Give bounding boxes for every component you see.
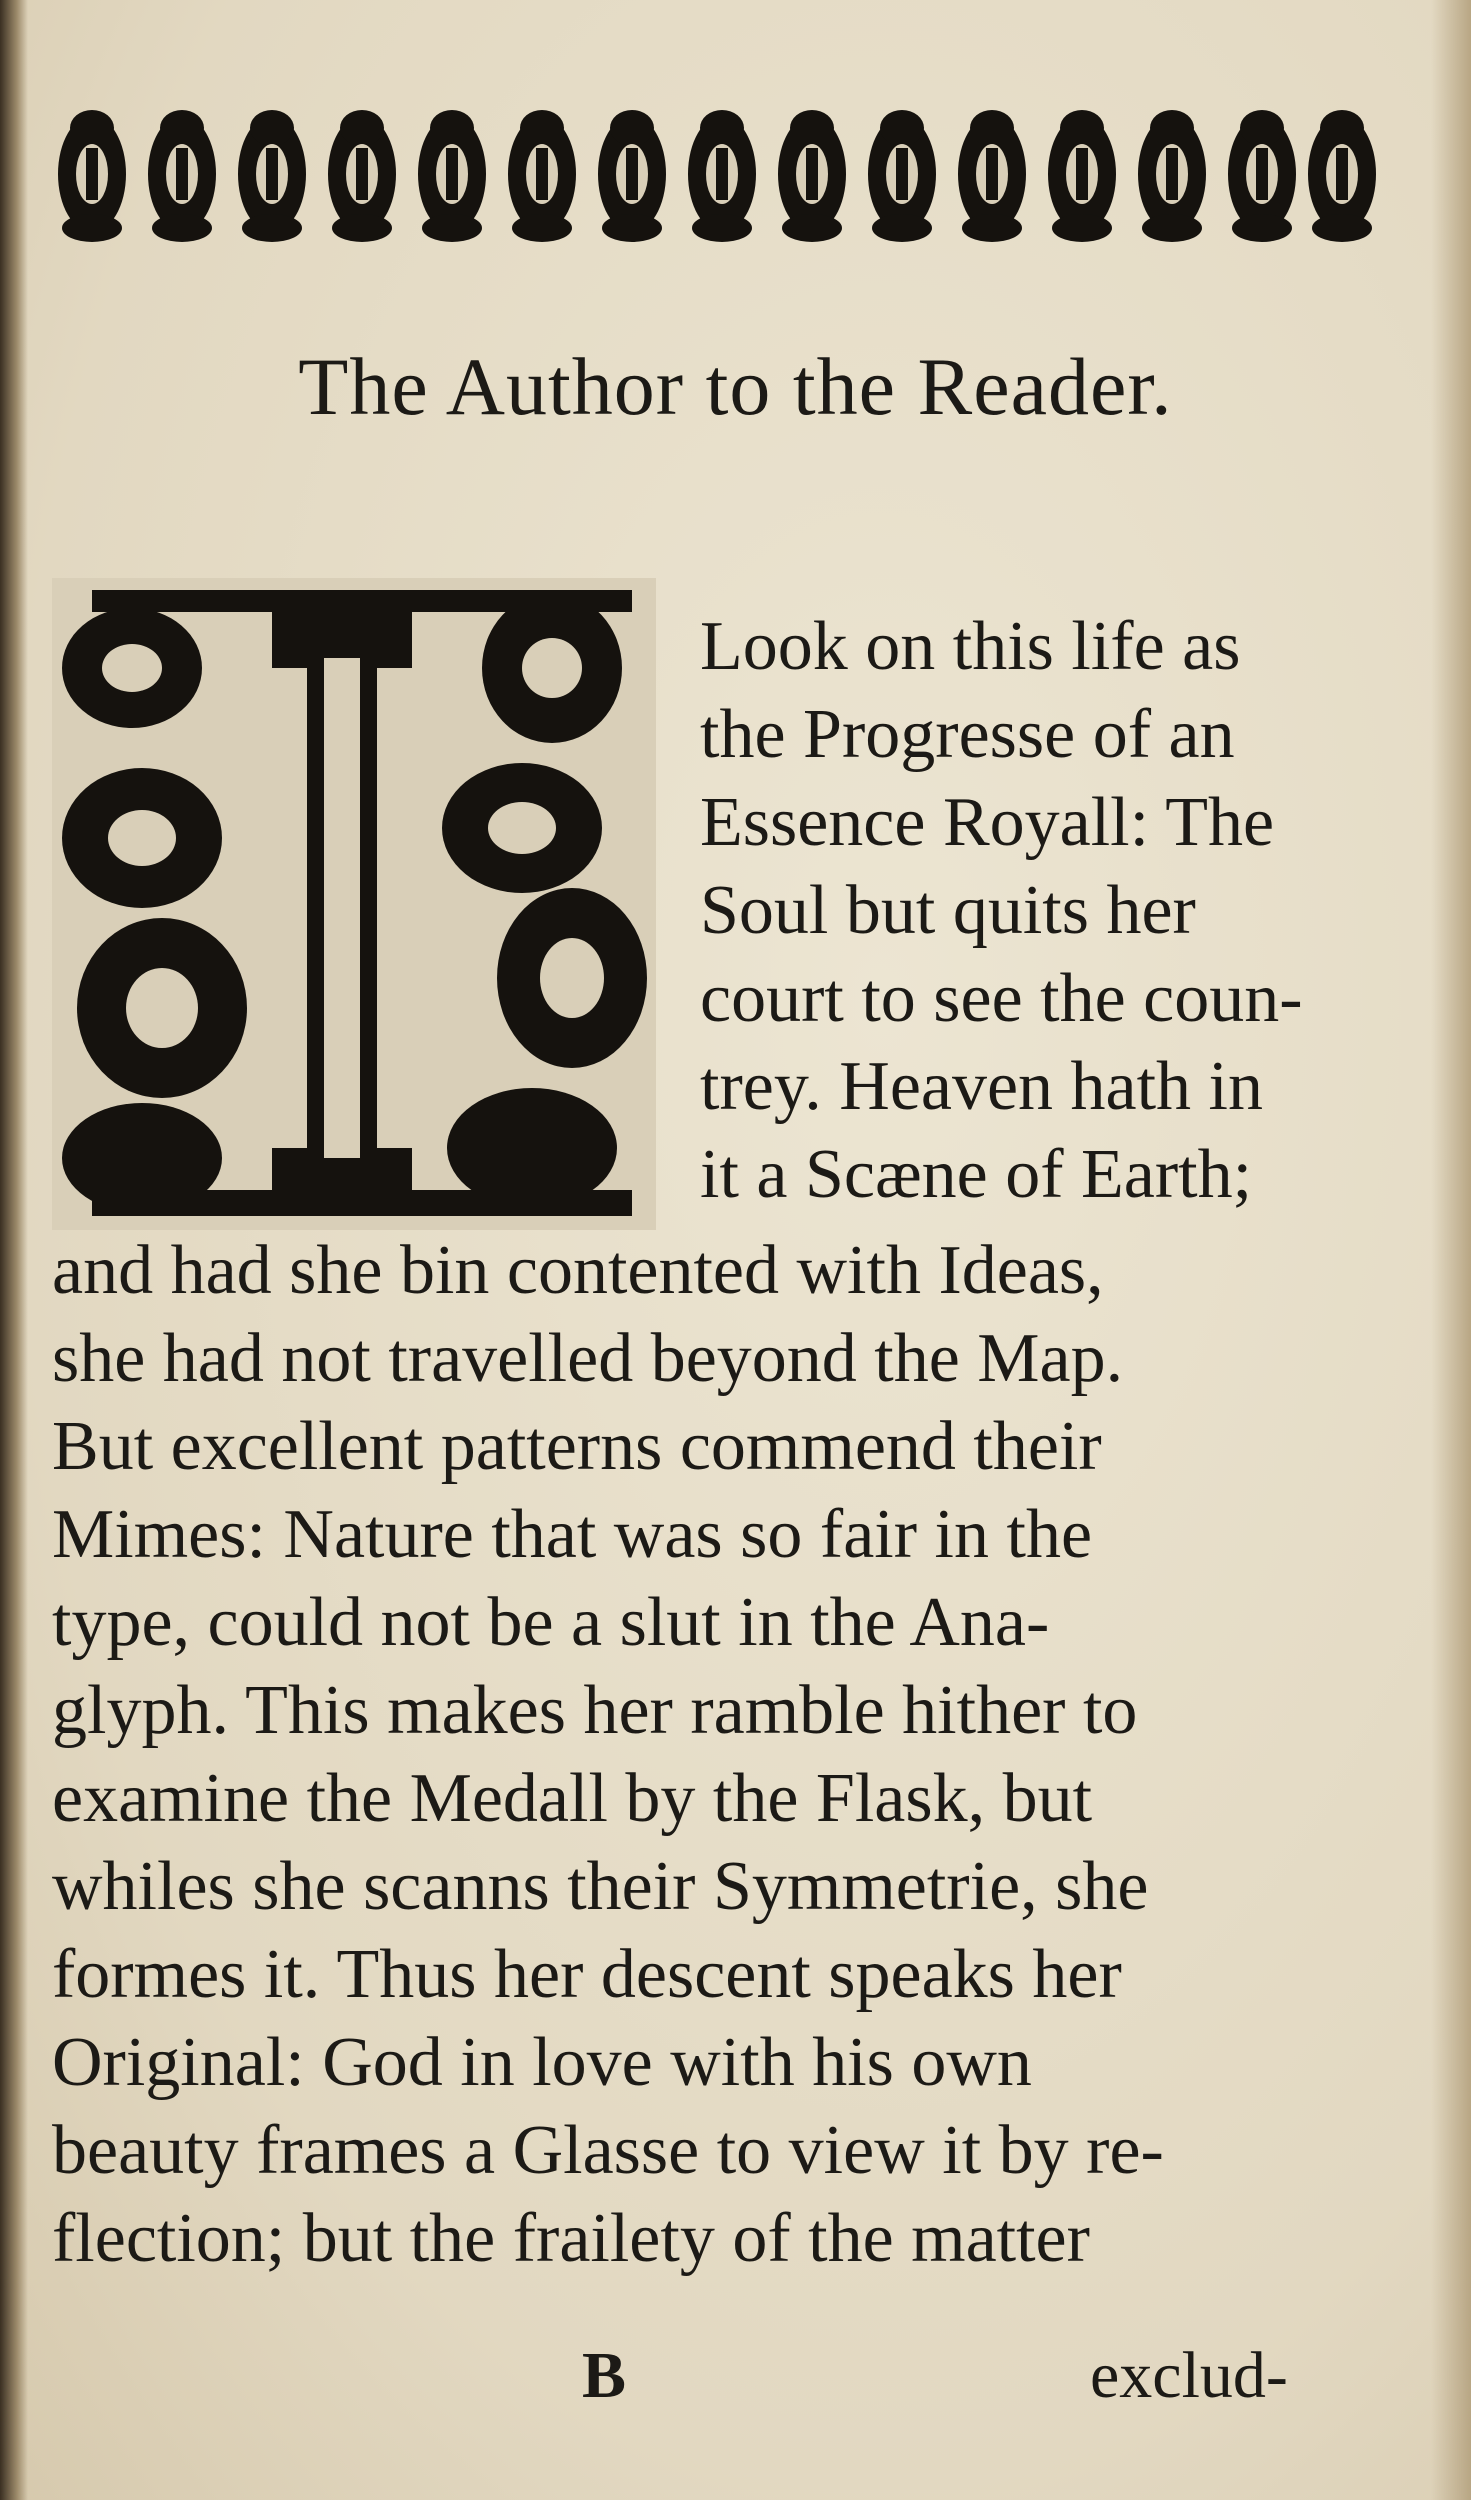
- text-line-9: she had not travelled beyond the Map.: [52, 1320, 1124, 1397]
- catchword: exclud-: [1090, 2339, 1288, 2412]
- text-line-10: But excellent patterns commend their: [52, 1408, 1102, 1485]
- text-line-7: it a Scæne of Earth;: [700, 1136, 1253, 1213]
- drop-cap-I-ornament: [52, 578, 656, 1230]
- text-line-8: and had she bin contented with Ideas,: [52, 1232, 1104, 1309]
- text-line-12: type, could not be a slut in the Ana-: [52, 1584, 1050, 1661]
- text-line-15: whiles she scanns their Symmetrie, she: [52, 1848, 1149, 1925]
- text-line-14: examine the Medall by the Flask, but: [52, 1760, 1093, 1837]
- fleuron-border-ornament: [52, 88, 1382, 260]
- page-heading: The Author to the Reader.: [298, 341, 1173, 432]
- text-line-17: Original: God in love with his own: [52, 2024, 1032, 2101]
- text-line-6: trey. Heaven hath in: [700, 1048, 1264, 1125]
- text-line-16: formes it. Thus her descent speaks her: [52, 1936, 1122, 2013]
- text-line-13: glyph. This makes her ramble hither to: [52, 1672, 1138, 1749]
- text-line-1: Look on this life as: [700, 608, 1241, 685]
- text-line-2: the Progresse of an: [700, 696, 1235, 773]
- text-line-5: court to see the coun-: [700, 960, 1303, 1037]
- signature-mark: B: [582, 2339, 627, 2412]
- text-line-4: Soul but quits her: [700, 872, 1196, 949]
- text-line-18: beauty frames a Glasse to view it by re-: [52, 2112, 1164, 2189]
- text-line-3: Essence Royall: The: [700, 784, 1275, 861]
- text-line-19: flection; but the frailety of the matter: [52, 2200, 1090, 2277]
- text-line-11: Mimes: Nature that was so fair in the: [52, 1496, 1093, 1573]
